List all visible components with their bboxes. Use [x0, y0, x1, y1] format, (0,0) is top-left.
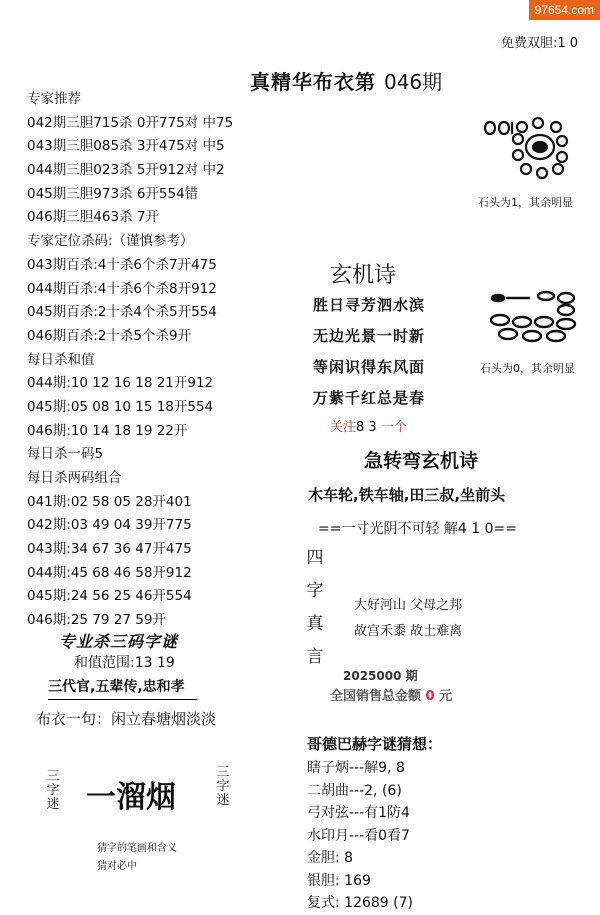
poem-line: 无边光景一时新: [313, 327, 426, 345]
jizhuan-riddle: 木车轮,铁车轴,田三叔,坐前头: [308, 486, 506, 504]
sanzimi-char: 字: [216, 779, 230, 794]
sanzimi-right: [216, 766, 230, 808]
hint-note: 猜对必中: [97, 861, 137, 872]
xuanji-poem: [313, 290, 425, 414]
yicun-line: ==一寸光阴不可轻 解4 1 0==: [318, 521, 517, 537]
sizi-char: 真: [306, 614, 324, 634]
sanzimi-char: 三: [216, 765, 230, 780]
list-item: 042期三胆715杀 0开775对 中75: [27, 114, 234, 131]
stone-puzzle-two-image: [486, 290, 590, 345]
jizhuan-heading: 急转弯玄机诗: [364, 450, 479, 472]
focus-suffix: 一个: [380, 420, 407, 435]
list-item: 专家推荐: [27, 91, 81, 107]
list-item: 每日杀和值: [27, 351, 95, 368]
issue-number: 046期: [383, 70, 443, 94]
goedel-heading: 哥德巴赫字谜猜想：: [307, 735, 443, 753]
period-label: 2025000 期: [343, 669, 418, 683]
poem-line: 万紫千红总是春: [313, 389, 426, 407]
sizi-line: 故宫禾黍 故土难离: [354, 624, 463, 639]
buyi-label: 布衣一句：: [36, 710, 112, 728]
list-item: 045期三胆973杀 6开554错: [27, 185, 199, 202]
buyi-text: 闲立春塘烟淡淡: [111, 710, 217, 728]
focus-line: [330, 416, 407, 435]
stone-caption-two: 石头为0，其余明显: [480, 362, 575, 375]
expert-list: [27, 88, 233, 633]
stone-caption-one: 石头为1，其余明显: [478, 196, 573, 209]
sales-total: [330, 685, 452, 704]
sanzimi-left: [46, 770, 60, 812]
list-item: 专家定位杀码:（谨慎参考）: [27, 233, 194, 250]
poem-line: 等闲识得东风面: [313, 358, 426, 376]
site-watermark: 97654.com: [529, 0, 600, 20]
sandai-line: 三代官,五辈传,忠和孝: [48, 676, 197, 700]
list-item: 046期三胆463杀 7开: [27, 209, 159, 226]
list-item: 043期三胆085杀 3开475对 中5: [27, 138, 225, 155]
list-item: 043期:34 67 36 47开475: [27, 541, 192, 558]
buyi-line: [36, 708, 216, 729]
list-item: 044期:10 12 16 18 21开912: [27, 375, 214, 392]
hezhi-range: 和值范围:13 19: [74, 655, 175, 671]
sales-amount: 0: [425, 689, 435, 704]
list-item: 045期:05 08 10 15 18开554: [27, 398, 214, 415]
xuanji-heading: 玄机诗: [330, 263, 397, 288]
list-item: 每日杀一码5: [27, 446, 104, 463]
sanzimi-char: 迷: [216, 793, 230, 808]
title-text: 真精华布衣第: [250, 70, 376, 94]
sizi-char: 字: [306, 581, 324, 601]
goedel-line: 水印月---看0看7: [307, 827, 410, 844]
list-item: 046期百杀:2十杀5个杀9开: [27, 327, 192, 344]
sizi-char: 言: [306, 647, 324, 667]
list-item: 045期:24 56 25 46开554: [27, 588, 192, 605]
list-item: 044期百杀:4十杀6个杀8开912: [27, 280, 217, 297]
sanzimi-char: 字: [46, 783, 60, 798]
zhuanye-heading: 专业杀三码字谜: [59, 632, 179, 651]
yiliuyan-riddle: 一溜烟: [86, 780, 176, 815]
focus-label: 关注: [330, 420, 357, 435]
goedel-line: 弓对弦---有1防4: [307, 805, 410, 821]
list-item: 044期:45 68 46 58开912: [27, 564, 192, 581]
sanzimi-char: 三: [46, 769, 60, 784]
hint-note: 猜字的笔画和含义: [97, 843, 177, 854]
focus-value: 8 3: [356, 420, 377, 435]
list-item: 045期百杀:2十杀4个杀5开554: [27, 304, 217, 321]
poem-line: 胜日寻芳泗水滨: [313, 296, 426, 314]
list-item: 每日杀两码组合: [27, 470, 122, 486]
goedel-line: 复式: 12689 (7): [307, 895, 413, 911]
goedel-line: 银胆: 169: [307, 872, 371, 889]
sizi-line: 大好河山 父母之邦: [354, 598, 463, 613]
sizi-char: 四: [306, 548, 324, 568]
list-item: 044期三胆023杀 5开912对 中2: [27, 162, 225, 179]
page-title: [250, 66, 442, 95]
list-item: 046期:10 14 18 19 22开: [27, 422, 188, 439]
list-item: 041期:02 58 05 28开401: [27, 493, 192, 510]
sanzimi-char: 迷: [46, 797, 60, 812]
list-item: 042期:03 49 04 39开775: [27, 517, 192, 534]
list-item: 043期百杀:4十杀6个杀7开475: [27, 256, 217, 273]
sales-prefix: 全国销售总金额: [330, 689, 422, 704]
stone-puzzle-one-image: [478, 117, 588, 187]
free-double-pick: 免费双胆:1 0: [500, 36, 578, 51]
goedel-line: 金胆: 8: [307, 850, 354, 866]
sales-unit: 元: [439, 689, 453, 704]
goedel-line: 二胡曲---2, (6): [307, 782, 402, 799]
goedel-section: [307, 733, 442, 915]
list-item: 046期:25 79 27 59开: [27, 612, 166, 629]
goedel-line: 瞎子炳---解9, 8: [307, 760, 405, 776]
